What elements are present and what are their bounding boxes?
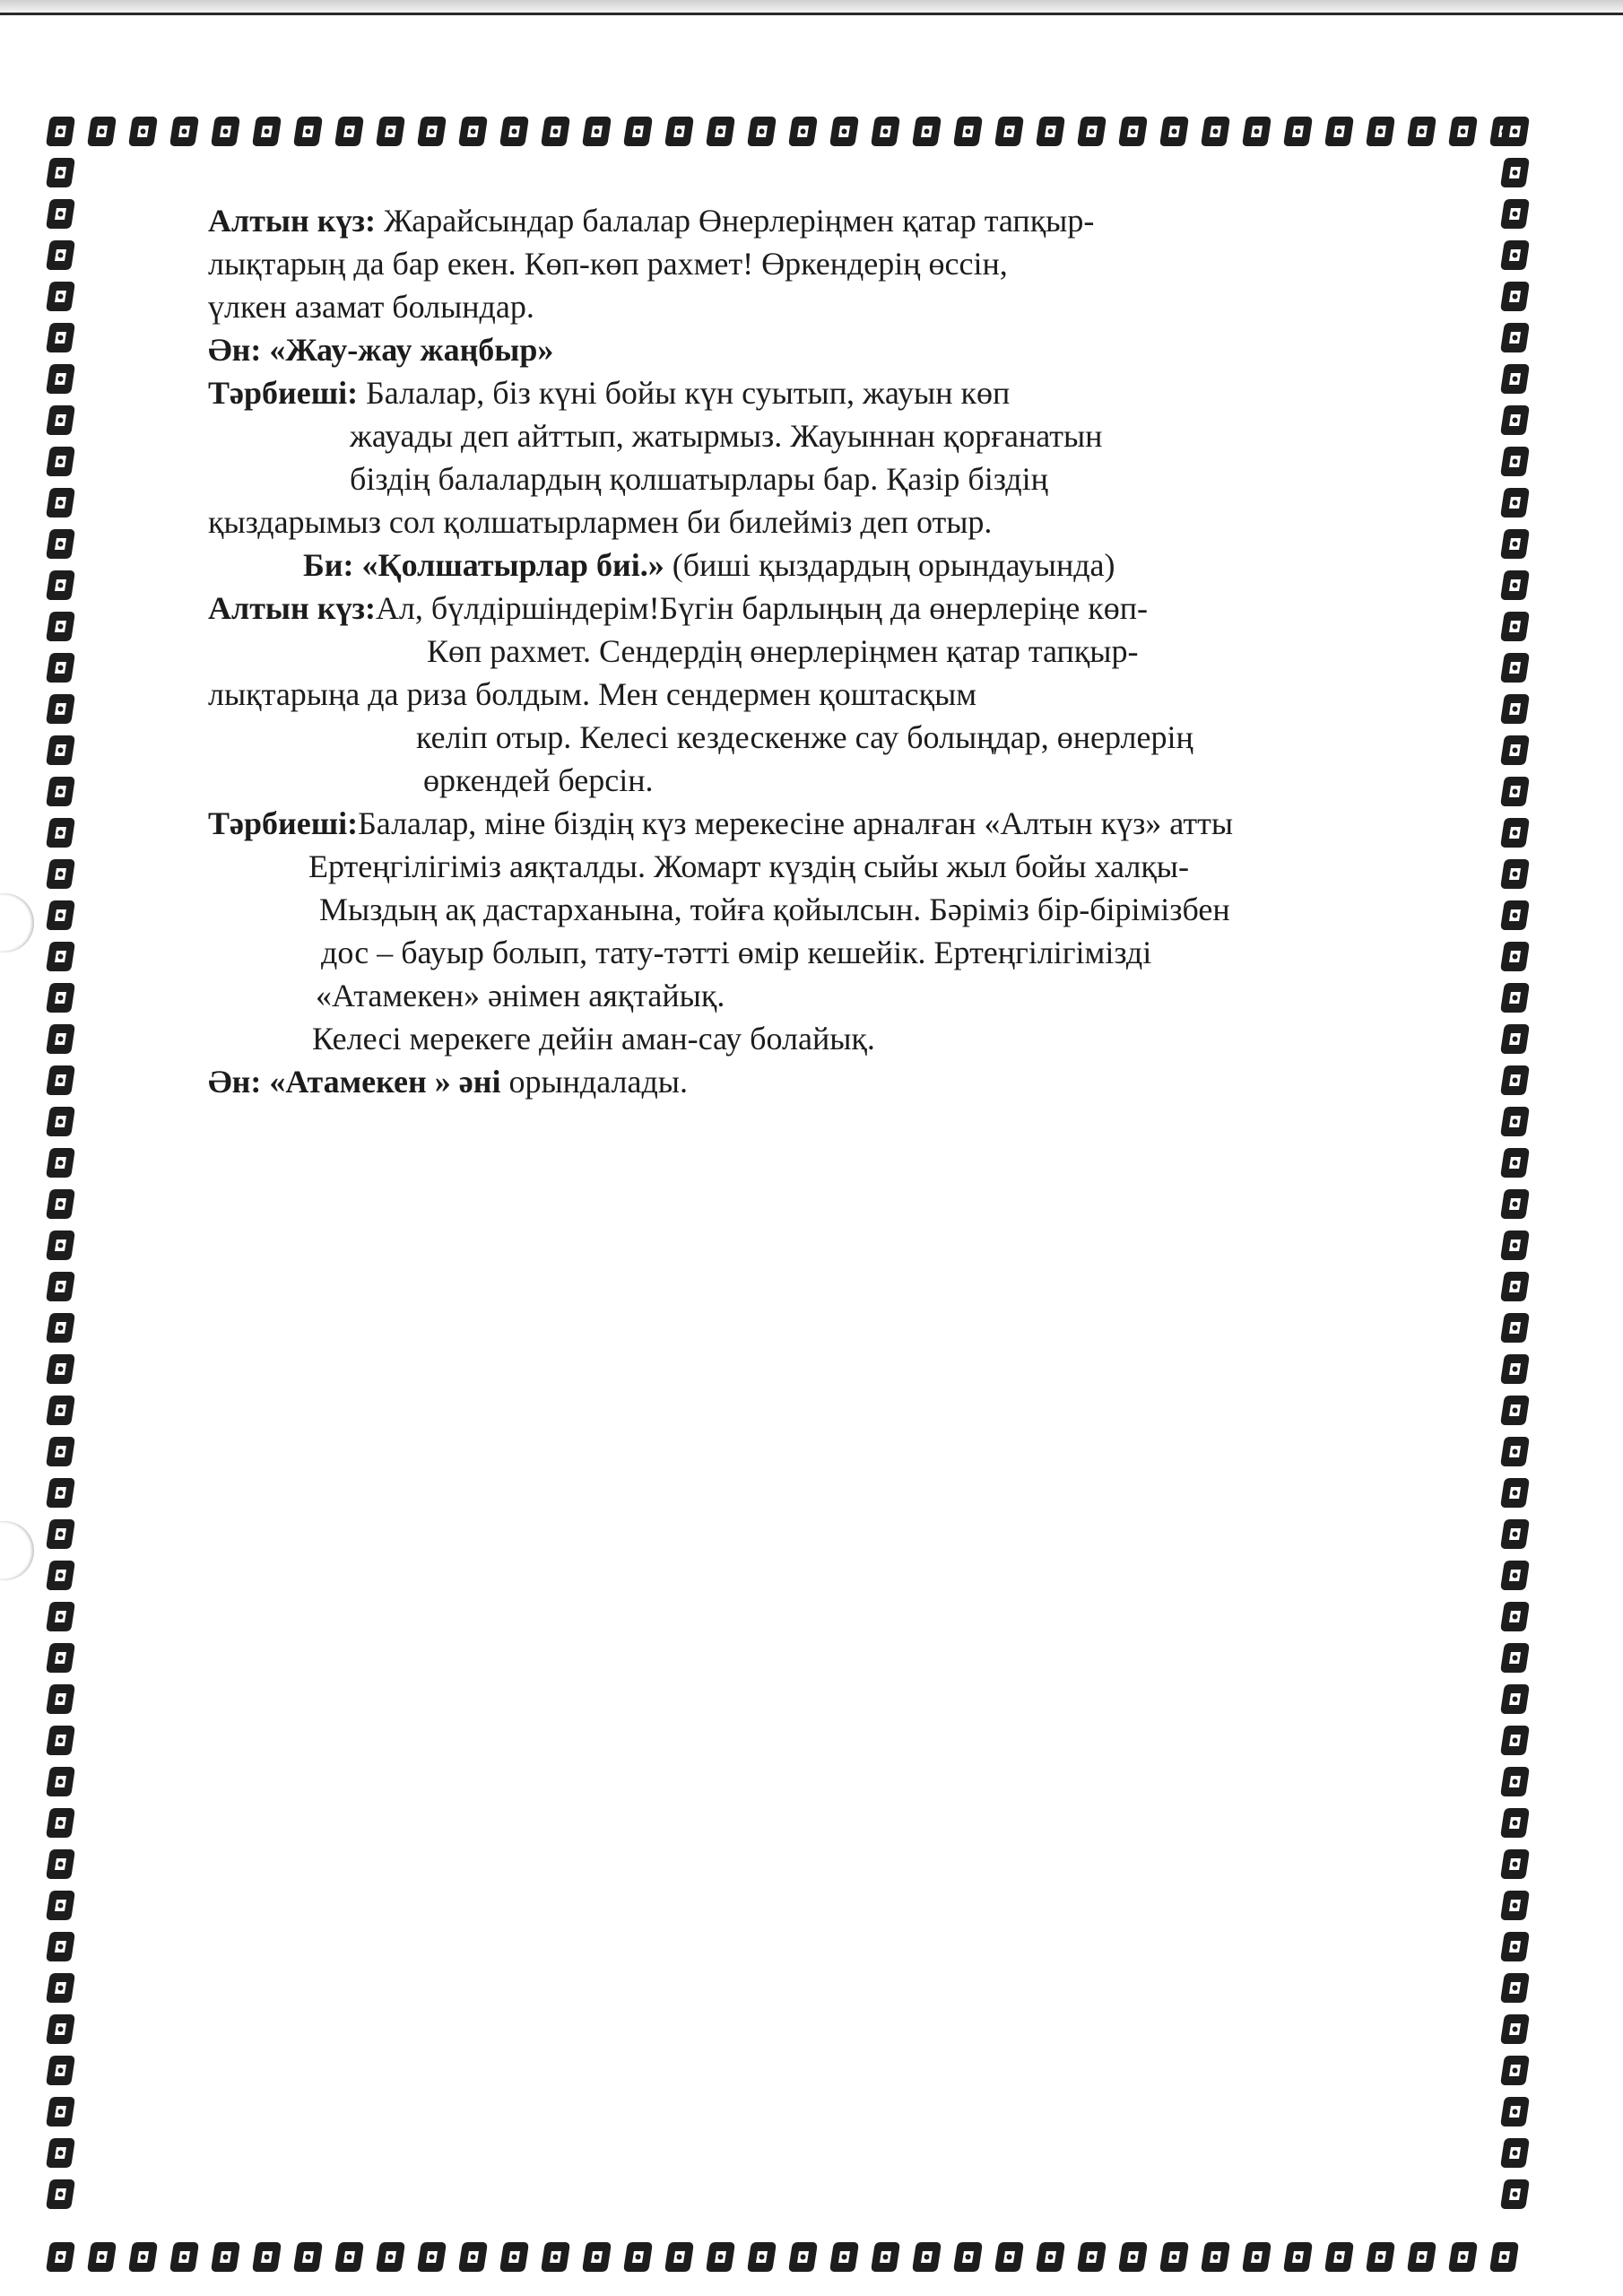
- line-text: (биші қыздардың орындауында): [664, 547, 1115, 583]
- text-line: [208, 544, 1499, 587]
- ornament-border-top: [41, 113, 1530, 149]
- text-line: [208, 457, 1499, 500]
- speaker-label: Би: «Қолшатырлар биі.»: [303, 547, 664, 583]
- speaker-label: Тәрбиеші:: [208, 805, 359, 841]
- line-text: дос – бауыр болып, тату-тәтті өмір кешейік. Ертеңгілігімізді: [321, 935, 1152, 970]
- line-text: Келесі мерекеге дейін аман-сау болайық.: [312, 1021, 875, 1057]
- text-line: [208, 500, 1499, 544]
- line-text: үлкен азамат болындар.: [208, 289, 534, 325]
- line-text: Ертеңгілігіміз аяқталды. Жомарт күздің сыйы жыл бойы халқы-: [308, 848, 1189, 884]
- speaker-label: Алтын күз:: [208, 203, 376, 239]
- text-line: [208, 242, 1499, 285]
- text-line: [208, 931, 1499, 974]
- ornament-pattern: [41, 113, 1530, 149]
- text-line: [208, 888, 1499, 931]
- speaker-label: Ән: «Атамекен » әні: [208, 1064, 501, 1100]
- text-line: [208, 285, 1499, 328]
- scan-top-edge: [0, 0, 1623, 15]
- punch-hole-lower: [0, 1521, 34, 1580]
- text-line: [208, 673, 1499, 716]
- line-text: орындалады.: [500, 1064, 688, 1100]
- text-line: [208, 845, 1499, 888]
- line-text: келіп отыр. Келесі кездескенже сау болыңдар, өнерлерің: [416, 719, 1193, 755]
- ornament-pattern: [41, 2239, 1530, 2274]
- text-line: [208, 371, 1499, 414]
- text-line: [208, 716, 1499, 759]
- ornament-pattern: [41, 113, 77, 2248]
- line-text: қыздарымыз сол қолшатырлармен би билейміз деп отыр.: [208, 504, 993, 540]
- line-text: Балалар, міне біздің күз мерекесіне арналған «Алтын күз» атты: [358, 805, 1234, 841]
- ornament-pattern: [1496, 113, 1532, 2248]
- text-line: [208, 802, 1499, 845]
- ornament-border-right: [1496, 113, 1532, 2248]
- line-text: лықтарыңа да риза болдым. Мен сендермен қоштасқым: [208, 676, 977, 712]
- speaker-label: Тәрбиеші:: [208, 375, 359, 411]
- line-text: Балалар, біз күні бойы күн суытып, жауын көп: [358, 375, 1011, 411]
- ornament-border-left: [41, 113, 77, 2248]
- text-line: [208, 587, 1499, 630]
- line-text: Ал, бүлдіршіндерім!Бүгін барлыңың да өнерлеріңе көп-: [375, 590, 1148, 626]
- line-text: Жарайсындар балалар Өнерлеріңмен қатар тапқыр-: [375, 203, 1095, 239]
- text-line: [208, 1060, 1499, 1103]
- text-line: [208, 328, 1499, 371]
- ornament-border-bottom: [41, 2239, 1530, 2274]
- line-text: Көп рахмет. Сендердің өнерлеріңмен қатар тапқыр-: [427, 633, 1139, 669]
- document-text: [208, 199, 1499, 1103]
- line-text: біздің балалардың қолшатырлары бар. Қазір біздің: [350, 461, 1048, 497]
- line-text: лықтарың да бар екен. Көп-көп рахмет! Өркендерің өссін,: [208, 246, 1008, 282]
- line-text: жауады деп айттып, жатырмыз. Жауыннан қорғанатын: [350, 418, 1103, 454]
- speaker-label: Алтын күз:: [208, 590, 376, 626]
- line-text: өркендей берсін.: [423, 762, 654, 798]
- punch-hole-upper: [0, 893, 34, 952]
- text-line: [208, 199, 1499, 242]
- text-line: [208, 1017, 1499, 1060]
- line-text: «Атамекен» әнімен аяқтайық.: [316, 978, 725, 1013]
- text-line: [208, 974, 1499, 1017]
- text-line: [208, 414, 1499, 457]
- text-line: [208, 630, 1499, 673]
- text-line: [208, 759, 1499, 802]
- speaker-label: Ән: «Жау-жау жаңбыр»: [208, 332, 554, 368]
- line-text: Мыздың ақ дастарханына, тойға қойылсын. Бәріміз бір-бірімізбен: [319, 891, 1230, 927]
